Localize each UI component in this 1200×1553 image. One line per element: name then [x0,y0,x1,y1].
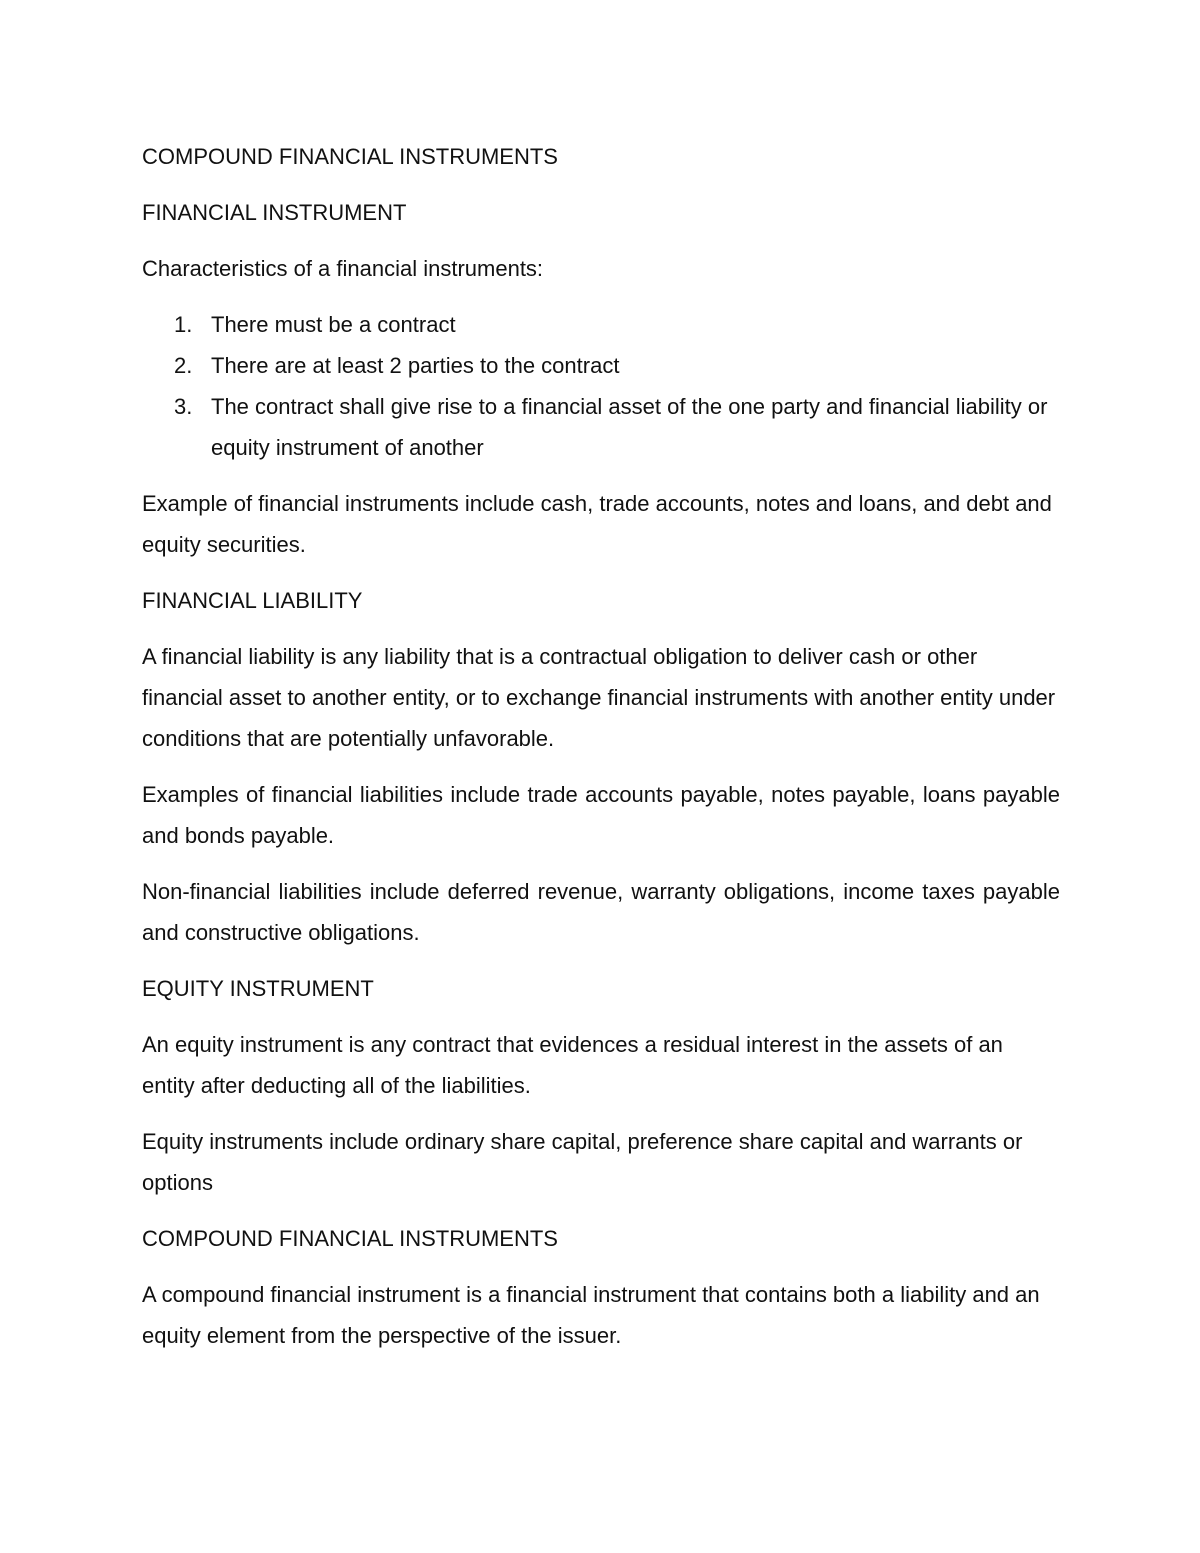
list-item-text: There must be a contract [211,312,456,337]
section-heading-equity-instrument: EQUITY INSTRUMENT [142,976,374,1001]
section-heading-financial-liability: FINANCIAL LIABILITY [142,588,363,613]
list-item [142,345,1060,386]
financial-instrument-examples: Example of financial instruments include cash, trade accounts, notes and loans, and debt and equity securities. [142,491,1052,557]
section-heading-compound: COMPOUND FINANCIAL INSTRUMENTS [142,1226,558,1251]
list-item-text: There are at least 2 parties to the contract [211,353,620,378]
compound-definition: A compound financial instrument is a financial instrument that contains both a liability and an equity element from the perspective of the issuer. [142,1282,1040,1348]
characteristics-list [142,304,1060,468]
section-heading-financial-instrument: FINANCIAL INSTRUMENT [142,200,407,225]
document-body [142,136,1060,1371]
characteristics-intro: Characteristics of a financial instruments: [142,256,544,281]
list-item [142,386,1060,468]
list-marker: 3. [174,394,193,419]
equity-instrument-definition: An equity instrument is any contract that evidences a residual interest in the assets of an entity after deducting all of the liabilities. [142,1032,1003,1098]
list-item [142,304,1060,345]
financial-liability-examples: Examples of financial liabilities include trade accounts payable, notes payable, loans payable and bonds payable. [142,782,1060,848]
financial-liability-definition: A financial liability is any liability that is a contractual obligation to deliver cash or other financial asset to another entity, or to exchange financial instruments with another entity under conditions that are potentially unfavorable. [142,644,1056,751]
equity-instrument-examples: Equity instruments include ordinary share capital, preference share capital and warrants or options [142,1129,1023,1195]
list-marker: 1. [174,312,193,337]
list-marker: 2. [174,353,193,378]
list-item-text: The contract shall give rise to a financial asset of the one party and financial liability or equity instrument of another [211,394,1048,460]
non-financial-liabilities: Non-financial liabilities include deferred revenue, warranty obligations, income taxes payable and constructive obligations. [142,879,1060,945]
document-title: COMPOUND FINANCIAL INSTRUMENTS [142,144,558,169]
